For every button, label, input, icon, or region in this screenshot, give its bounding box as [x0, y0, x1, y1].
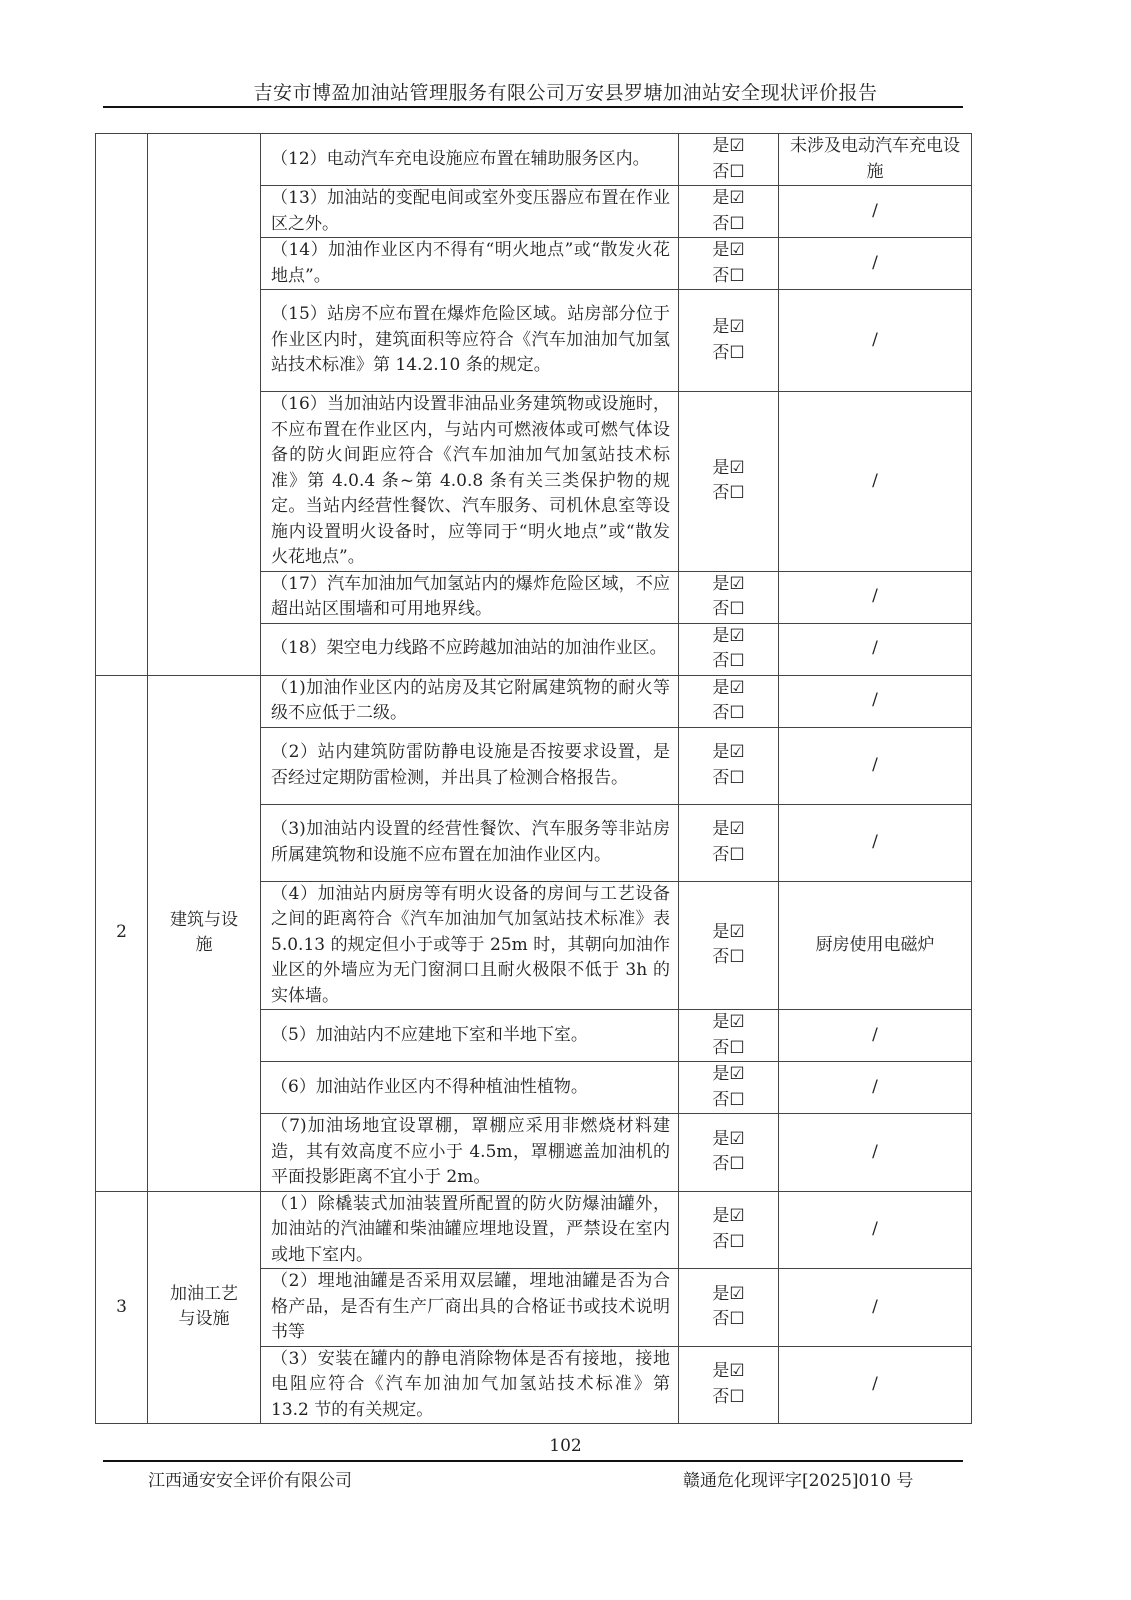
remark: /	[779, 1062, 972, 1114]
remark: /	[779, 1269, 972, 1347]
no-checkbox[interactable]: 否☐	[712, 599, 745, 619]
remark: 未涉及电动汽车充电设施	[779, 134, 972, 186]
requirement-text: （3）安装在罐内的静电消除物体是否有接地，接地电阻应符合《汽车加油加气加氢站技术标准》第 13.2 节的有关规定。	[261, 1346, 679, 1424]
footer-company: 江西通安安全评价有限公司	[148, 1471, 352, 1491]
no-checkbox[interactable]: 否☐	[712, 947, 745, 968]
no-checkbox[interactable]: 否☐	[712, 651, 745, 671]
remark: /	[779, 238, 972, 290]
yes-no-checkbox-cell	[679, 186, 779, 238]
requirement-text: （6）加油站作业区内不得种植油性植物。	[261, 1062, 679, 1114]
table-row	[96, 675, 972, 727]
remark: /	[779, 1191, 972, 1269]
yes-no-checkbox-cell	[679, 290, 779, 392]
requirement-text: （4）加油站内厨房等有明火设备的房间与工艺设备之间的距离符合《汽车加油加气加氢站技术标准》表 5.0.13 的规定但小于或等于 25m 时，其朝向加油作业区的外墙应为无门窗洞口且耐火极限不低于 3h 的实体墙。	[261, 881, 679, 1010]
yes-checkbox[interactable]: 是☑	[712, 1064, 745, 1084]
no-checkbox[interactable]: 否☐	[712, 483, 745, 504]
remark: /	[779, 804, 972, 881]
yes-no-checkbox-cell	[679, 804, 779, 881]
yes-checkbox[interactable]: 是☑	[712, 573, 745, 594]
requirement-text: （7)加油场地宜设罩棚，罩棚应采用非燃烧材料建造，其有效高度不应小于 4.5m，罩棚遮盖加油机的平面投影距离不宜小于 2m。	[261, 1114, 679, 1192]
yes-checkbox[interactable]: 是☑	[712, 1012, 745, 1032]
yes-no-checkbox-cell	[679, 1010, 779, 1062]
requirement-text: （14）加油作业区内不得有“明火地点”或“散发火花地点”。	[261, 238, 679, 290]
no-checkbox[interactable]: 否☐	[712, 1089, 745, 1110]
no-checkbox[interactable]: 否☐	[712, 703, 745, 723]
yes-checkbox[interactable]: 是☑	[712, 921, 745, 942]
no-checkbox[interactable]: 否☐	[712, 1309, 745, 1330]
section-category	[148, 134, 261, 676]
yes-checkbox[interactable]: 是☑	[712, 625, 745, 646]
requirement-text: （15）站房不应布置在爆炸危险区域。站房部分位于作业区内时，建筑面积等应符合《汽车加油加气加氢站技术标准》第 14.2.10 条的规定。	[261, 290, 679, 392]
yes-no-checkbox-cell	[679, 1346, 779, 1424]
requirement-text: （12）电动汽车充电设施应布置在辅助服务区内。	[261, 134, 679, 186]
remark: 厨房使用电磁炉	[779, 881, 972, 1010]
yes-no-checkbox-cell	[679, 392, 779, 572]
yes-no-checkbox-cell	[679, 675, 779, 727]
yes-no-checkbox-cell	[679, 727, 779, 804]
no-checkbox[interactable]: 否☐	[712, 1037, 745, 1058]
yes-checkbox[interactable]: 是☑	[712, 1283, 745, 1304]
remark: /	[779, 392, 972, 572]
footer-doc-number: 赣通危化现评字[2025]010 号	[683, 1471, 914, 1491]
requirement-text: （1）除橇装式加油装置所配置的防火防爆油罐外，加油站的汽油罐和柴油罐应埋地设置，严禁设在室内或地下室内。	[261, 1191, 679, 1269]
table-row	[96, 1191, 972, 1269]
header-divider	[103, 106, 963, 108]
section-number: 3	[96, 1191, 148, 1424]
yes-no-checkbox-cell	[679, 881, 779, 1010]
yes-no-checkbox-cell	[679, 134, 779, 186]
requirement-text: （17）汽车加油加气加氢站内的爆炸危险区域，不应超出站区围墙和可用地界线。	[261, 571, 679, 623]
remark: /	[779, 1010, 972, 1062]
page-header-title: 吉安市博盈加油站管理服务有限公司万安县罗塘加油站安全现状评价报告	[253, 82, 878, 104]
no-checkbox[interactable]: 否☐	[712, 1154, 745, 1175]
yes-checkbox[interactable]: 是☑	[712, 188, 745, 208]
no-checkbox[interactable]: 否☐	[712, 161, 745, 182]
yes-no-checkbox-cell	[679, 1062, 779, 1114]
requirement-text: （13）加油站的变配电间或室外变压器应布置在作业区之外。	[261, 186, 679, 238]
remark: /	[779, 1114, 972, 1192]
yes-checkbox[interactable]: 是☑	[712, 1361, 745, 1382]
no-checkbox[interactable]: 否☐	[712, 844, 745, 865]
no-checkbox[interactable]: 否☐	[712, 213, 745, 234]
evaluation-checklist-table	[95, 133, 972, 1424]
requirement-text: （5）加油站内不应建地下室和半地下室。	[261, 1010, 679, 1062]
requirement-text: （18）架空电力线路不应跨越加油站的加油作业区。	[261, 623, 679, 675]
no-checkbox[interactable]: 否☐	[712, 1386, 745, 1407]
yes-no-checkbox-cell	[679, 623, 779, 675]
section-category: 加油工艺与设施	[148, 1191, 261, 1424]
remark: /	[779, 623, 972, 675]
yes-checkbox[interactable]: 是☑	[712, 1206, 745, 1227]
section-number: 2	[96, 675, 148, 1191]
footer-divider	[103, 1460, 963, 1462]
remark: /	[779, 1346, 972, 1424]
no-checkbox[interactable]: 否☐	[712, 265, 745, 286]
page-number: 102	[549, 1436, 582, 1456]
remark: /	[779, 186, 972, 238]
yes-checkbox[interactable]: 是☑	[712, 742, 745, 762]
yes-checkbox[interactable]: 是☑	[712, 317, 745, 337]
yes-no-checkbox-cell	[679, 1269, 779, 1347]
yes-no-checkbox-cell	[679, 571, 779, 623]
yes-checkbox[interactable]: 是☑	[712, 819, 745, 839]
remark: /	[779, 571, 972, 623]
yes-no-checkbox-cell	[679, 238, 779, 290]
yes-no-checkbox-cell	[679, 1191, 779, 1269]
section-category: 建筑与设施	[148, 675, 261, 1191]
no-checkbox[interactable]: 否☐	[712, 767, 745, 788]
requirement-text: （1)加油作业区内的站房及其它附属建筑物的耐火等级不应低于二级。	[261, 675, 679, 727]
section-number	[96, 134, 148, 676]
yes-checkbox[interactable]: 是☑	[712, 677, 745, 698]
yes-checkbox[interactable]: 是☑	[712, 136, 745, 156]
yes-no-checkbox-cell	[679, 1114, 779, 1192]
requirement-text: （16）当加油站内设置非油品业务建筑物或设施时，不应布置在作业区内，与站内可燃液体或可燃气体设备的防火间距应符合《汽车加油加气加氢站技术标准》第 4.0.4 条~第 4.0.8 条有关三类保护物的规定。当站内经营性餐饮、汽车服务、司机休息室等设施内设置明火设备时，应等同于“明火地点”或“散发火花地点”。	[261, 392, 679, 572]
remark: /	[779, 675, 972, 727]
yes-checkbox[interactable]: 是☑	[712, 457, 745, 478]
no-checkbox[interactable]: 否☐	[712, 342, 745, 363]
remark: /	[779, 727, 972, 804]
requirement-text: （2）站内建筑防雷防静电设施是否按要求设置，是否经过定期防雷检测，并出具了检测合格报告。	[261, 727, 679, 804]
requirement-text: （3)加油站内设置的经营性餐饮、汽车服务等非站房所属建筑物和设施不应布置在加油作业区内。	[261, 804, 679, 881]
remark: /	[779, 290, 972, 392]
yes-checkbox[interactable]: 是☑	[712, 240, 745, 260]
no-checkbox[interactable]: 否☐	[712, 1231, 745, 1252]
requirement-text: （2）埋地油罐是否采用双层罐，埋地油罐是否为合格产品，是否有生产厂商出具的合格证书或技术说明书等	[261, 1269, 679, 1347]
yes-checkbox[interactable]: 是☑	[712, 1128, 745, 1149]
table-row	[96, 134, 972, 186]
